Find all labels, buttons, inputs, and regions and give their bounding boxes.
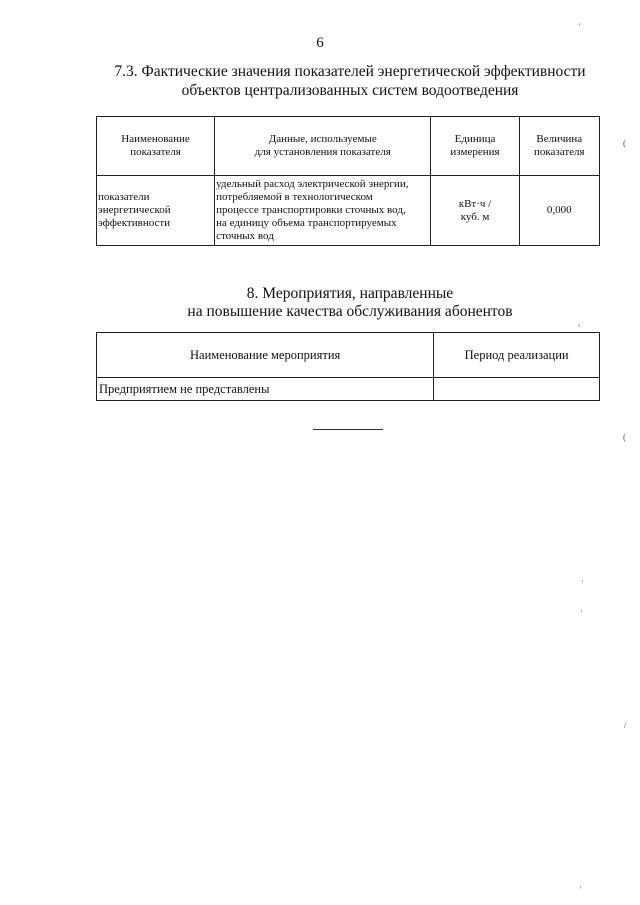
row-unit-cell: [431, 176, 519, 246]
margin-mark: ': [579, 22, 581, 32]
table-row: [97, 176, 600, 246]
header-value-cell: [519, 117, 599, 176]
table-header-row: [97, 117, 600, 176]
header-event-cell: Наименование мероприятия: [97, 333, 434, 378]
row-name-line1: показатели: [98, 191, 150, 203]
section-8-title-line2: на повышение качества обслуживания абонентов: [187, 303, 513, 320]
margin-mark: (: [623, 138, 626, 148]
row-name-line2: энергетической: [98, 204, 171, 216]
header-period-cell: Период реализации: [434, 333, 600, 378]
header-unit-line2: измерения: [450, 146, 500, 158]
header-data-line1: Данные, используемые: [268, 133, 377, 145]
row-data-cell: [215, 176, 431, 246]
margin-mark: ,: [578, 318, 581, 328]
margin-mark: ·: [580, 606, 583, 616]
margin-mark: (: [623, 432, 626, 442]
header-name-line1: Наименование: [121, 133, 190, 145]
energy-efficiency-table: [96, 116, 600, 246]
closing-rule: [313, 429, 383, 430]
section-8-title-line1: 8. Мероприятия, направленные: [246, 285, 454, 302]
margin-mark: ·: [581, 576, 584, 586]
header-value-line2: показателя: [533, 146, 585, 158]
table-row: [97, 378, 600, 401]
row-data-line4: на единицу объема транспортируемых: [216, 217, 397, 229]
header-name-line2: показателя: [130, 146, 181, 158]
row-period-cell: [434, 378, 600, 401]
row-value-cell: 0,000: [519, 176, 599, 246]
table-header-row: [97, 333, 600, 378]
row-event-cell: Предприятием не представлены: [97, 378, 434, 401]
header-value-line1: Величина: [536, 133, 583, 145]
section-7-3-title-line1: 7.3. Фактические значения показателей энергетической эффективности: [114, 63, 586, 80]
row-name-line3: эффективности: [98, 217, 171, 229]
events-table: [96, 332, 600, 401]
margin-mark: ': [580, 885, 582, 895]
row-data-line2: потребляемой в технологическом: [216, 191, 373, 203]
row-data-line5: сточных вод: [216, 230, 274, 242]
margin-mark: /: [624, 720, 627, 730]
header-name-cell: [97, 117, 215, 176]
page-number: 6: [316, 35, 324, 51]
header-unit-cell: [431, 117, 519, 176]
row-unit-line2: куб. м: [460, 210, 490, 223]
header-data-cell: [215, 117, 431, 176]
row-data-line3: процессе транспортировки сточных вод,: [216, 204, 406, 216]
header-unit-line1: Единица: [454, 133, 496, 145]
row-unit-line1: кВт·ч /: [458, 197, 492, 210]
header-data-line2: для установления показателя: [254, 146, 391, 158]
row-data-line1: удельный расход электрической энергии,: [216, 178, 409, 190]
section-7-3-title-line2: объектов централизованных систем водоотведения: [181, 82, 519, 99]
row-name-cell: [97, 176, 215, 246]
